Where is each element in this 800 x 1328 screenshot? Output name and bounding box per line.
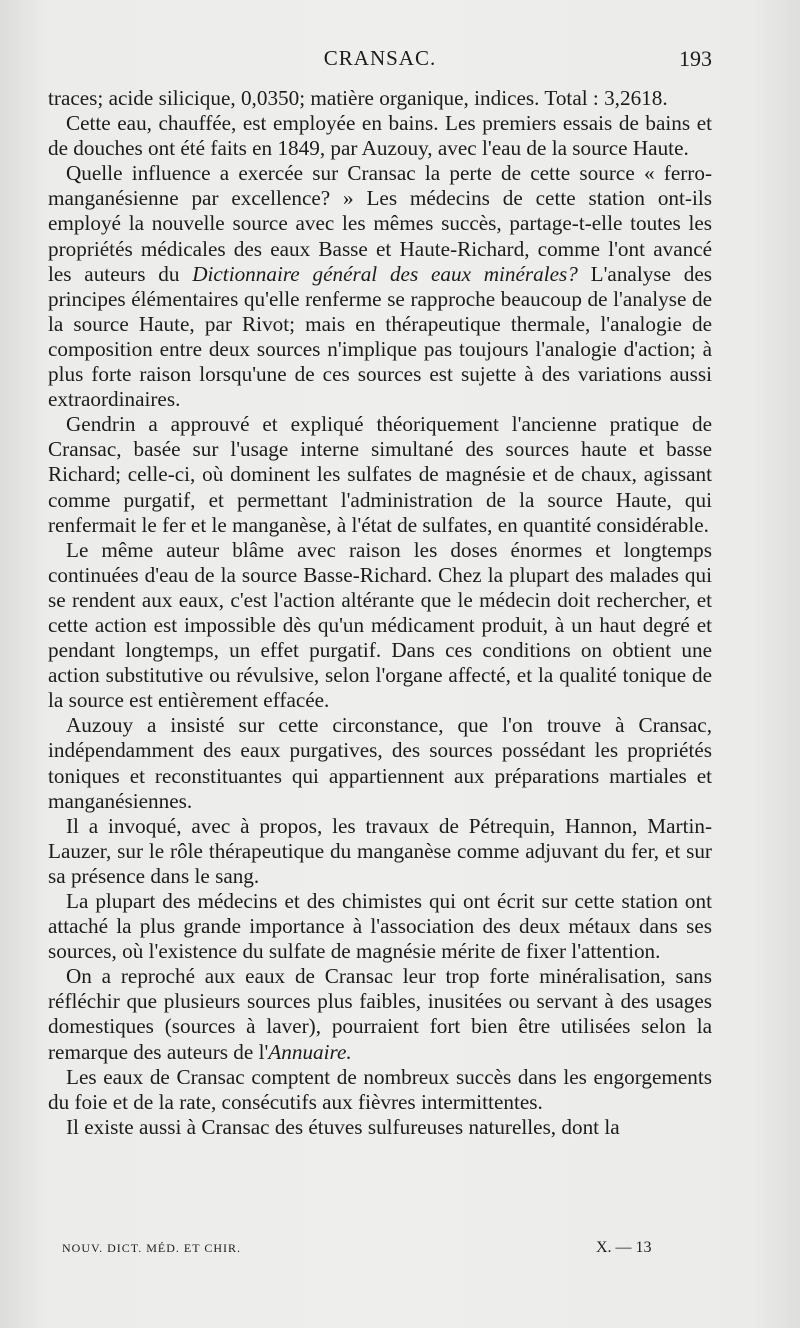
italic-title: Dictionnaire général des eaux minérales? xyxy=(192,261,578,286)
paragraph-text: On a reproché aux eaux de Cransac leur trop forte minéralisation, sans réfléchir que plusieurs sources plus faibles, inusitées ou servant à des usages domestiques (sources à laver), pourraient fort bien être utilisées selon la remarque des auteurs de l' xyxy=(48,964,712,1064)
paragraph-text: traces; acide silicique, 0,0350; matière organique, indices. Total : 3,2618. xyxy=(48,86,668,110)
paragraph-text: Gendrin a approuvé et expliqué théoriquement l'ancienne pratique de Cransac, basée sur l'usage interne simultané des sources haute et basse Richard; celle-ci, où dominent les sulfates de magnésie et de chaux, agissant comme purgatif, et permettant l'administration de la source Haute, qui renfermait le fer et le manganèse, à l'état de sulfates, en quantité considérable. xyxy=(48,412,712,537)
paragraph-text: Quelle influence a exercée sur Cransac la perte de cette source « ferro-manganésienne par excellence? » Les médecins de cette station ont-ils employé la nouvelle source avec les mêmes succès, partage-t-elle toutes les propriétés médicales des eaux Basse et Haute-Richard, comme l'ont avancé les auteurs du xyxy=(48,161,712,286)
paragraph-text: Les eaux de Cransac comptent de nombreux succès dans les engorgements du foie et de la rate, consécutifs aux fièvres intermittentes. xyxy=(48,1064,712,1114)
italic-title: Annuaire. xyxy=(268,1039,352,1064)
paragraph xyxy=(48,538,712,714)
paragraph xyxy=(48,713,712,813)
paragraph xyxy=(48,1065,712,1115)
paragraph-text: Auzouy a insisté sur cette circonstance, que l'on trouve à Cransac, indépendamment des eaux purgatives, des sources possédant les propriétés toniques et reconstituantes qui appartiennent aux préparations martiales et manganésiennes. xyxy=(48,713,712,813)
paragraph-text: La plupart des médecins et des chimistes qui ont écrit sur cette station ont attaché la plus grande importance à l'association des deux métaux dans ses sources, où l'existence du sulfate de magnésie mérite de fixer l'attention. xyxy=(48,889,712,964)
page-header xyxy=(48,46,712,76)
paragraph-text: Le même auteur blâme avec raison les doses énormes et longtemps continuées d'eau de la source Basse-Richard. Chez la plupart des malades qui se rendent aux eaux, c'est l'action altérante que le médecin doit rechercher, et cette action est impossible dès qu'un médicament produit, à un haut degré et pendant longtemps, un effet purgatif. Dans ces conditions on obtient une action substitutive ou révulsive, selon l'organe affecté, et la qualité tonique de la source est entièrement effacée. xyxy=(48,537,712,713)
paragraph xyxy=(48,111,712,161)
paragraph xyxy=(48,964,712,1064)
paragraph xyxy=(48,814,712,889)
page-number: 193 xyxy=(679,46,712,71)
paragraph xyxy=(48,161,712,412)
paragraph-text: Il existe aussi à Cransac des étuves sulfureuses naturelles, dont la xyxy=(66,1114,620,1139)
paragraph xyxy=(48,1115,712,1140)
paragraph xyxy=(48,412,712,537)
paragraph xyxy=(48,889,712,964)
body-text xyxy=(48,86,712,1140)
footer-signature: NOUV. DICT. MÉD. ET CHIR. xyxy=(62,1241,242,1255)
paragraph-text: Il a invoqué, avec à propos, les travaux de Pétrequin, Hannon, Martin-Lauzer, sur le rôle thérapeutique du manganèse comme adjuvant du fer, et sur sa présence dans le sang. xyxy=(48,813,712,888)
paragraph-text: Cette eau, chauffée, est employée en bains. Les premiers essais de bains et de douches ont été faits en 1849, par Auzouy, avec l'eau de la source Haute. xyxy=(48,111,712,161)
paragraph xyxy=(48,86,712,111)
page-footer xyxy=(48,1239,712,1259)
running-head: CRANSAC. xyxy=(323,46,437,70)
footer-volume-sheet: X. — 13 xyxy=(596,1239,652,1256)
paragraph-text-after: L'analyse des principes élémentaires qu'elle renferme se rapproche beaucoup de l'analyse de la source Haute, par Rivot; mais en thérapeutique thermale, l'analogie de composition entre deux sources n'implique pas toujours l'analogie d'action; à plus forte raison lorsqu'une de ces sources est sujette à des variations aussi extraordinaires. xyxy=(48,261,712,412)
